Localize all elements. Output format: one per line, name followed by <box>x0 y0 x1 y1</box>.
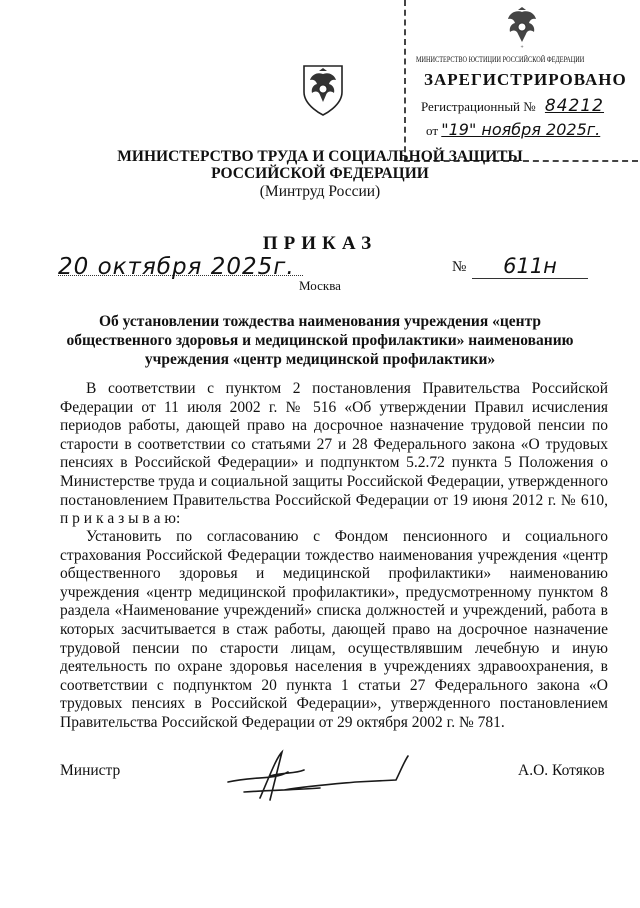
subject-line2: общественного здоровья и медицинской профилактики» наименованию <box>66 332 574 349</box>
stamp-date-prefix: от <box>426 123 439 138</box>
body-paragraph-1: В соответствии с пунктом 2 постановления Правительства Российской Федерации от 11 июля 2002 г. № 516 «Об утверждении Правил исчисления периодов работы, дающей право на досрочное назначение трудовой пенсии по старости в соответствии со статьями 27 и 28 Федерального закона «О трудовых пенсиях в Российской Федерации» и подпунктом 5.2.72 пункта 5 Положения о Министерстве труда и социальной защиты Российской Федерации, утвержденного постановлением Правительства Российской Федерации от 19 июня 2012 г. № 610, п р и к а з ы в а ю: <box>60 380 608 528</box>
subject-line1: Об установлении тождества наименования учреждения «центр <box>98 313 542 330</box>
order-date-handwritten: 20 октября 2025г. <box>58 254 295 280</box>
svg-text:+: + <box>520 44 524 49</box>
stamp-ministry-name: МИНИСТЕРСТВО ЮСТИЦИИ РОССИЙСКОЙ ФЕДЕРАЦИИ <box>416 55 585 64</box>
ministry-short-name: (Минтруд России) <box>259 183 381 200</box>
order-subject <box>40 312 600 369</box>
stamp-registration-line <box>421 96 604 116</box>
document-type-title: ПРИКАЗ <box>262 233 378 254</box>
stamp-registered-label: ЗАРЕГИСТРИРОВАНО <box>424 70 627 89</box>
stamp-reg-number: 84212 <box>544 96 605 116</box>
order-number-label: № <box>452 259 467 275</box>
ministry-name-line2: РОССИЙСКОЙ ФЕДЕРАЦИИ <box>211 165 429 182</box>
coat-of-arms-icon <box>300 62 346 118</box>
ministry-name <box>40 148 600 182</box>
stamp-date-handwritten: "19" ноября 2025г. <box>441 120 601 139</box>
registration-stamp <box>404 0 638 162</box>
order-number-handwritten: 611н <box>472 254 588 279</box>
signatory-title: Министр <box>60 762 121 779</box>
eagle-stamp-icon <box>502 6 542 50</box>
stamp-date-line <box>426 120 600 139</box>
handwritten-signature <box>224 746 414 806</box>
body-paragraph-2: Установить по согласованию с Фондом пенсионного и социального страхования Российской Федерации тождество наименования учреждения «центр общественного здоровья и медицинской профилактики» наименованию учреждения «центр медицинской профилактики», предусмотренному пунктом 8 раздела «Наименование учреждений» списка должностей и учреждений, работа в которых засчитывается в стаж работы, дающей право на досрочное назначение трудовой пенсии по старости лицам, осуществлявшим лечебную и иную деятельность по охране здоровья населения в учреждениях здравоохранения, в соответствии с подпунктом 20 пункта 1 статьи 27 Федерального закона «О трудовых пенсиях в Российской Федерации», утвержденного постановлением Правительства Российской Федерации от 29 октября 2002 г. № 781. <box>60 528 608 731</box>
signatory-name: А.О. Котяков <box>518 762 605 779</box>
ministry-name-line1: МИНИСТЕРСТВО ТРУДА И СОЦИАЛЬНОЙ ЗАЩИТЫ <box>117 148 523 165</box>
subject-line3: учреждения «центр медицинской профилактики» <box>144 351 496 368</box>
city-label: Москва <box>299 278 341 293</box>
stamp-reg-label: Регистрационный № <box>421 99 536 114</box>
